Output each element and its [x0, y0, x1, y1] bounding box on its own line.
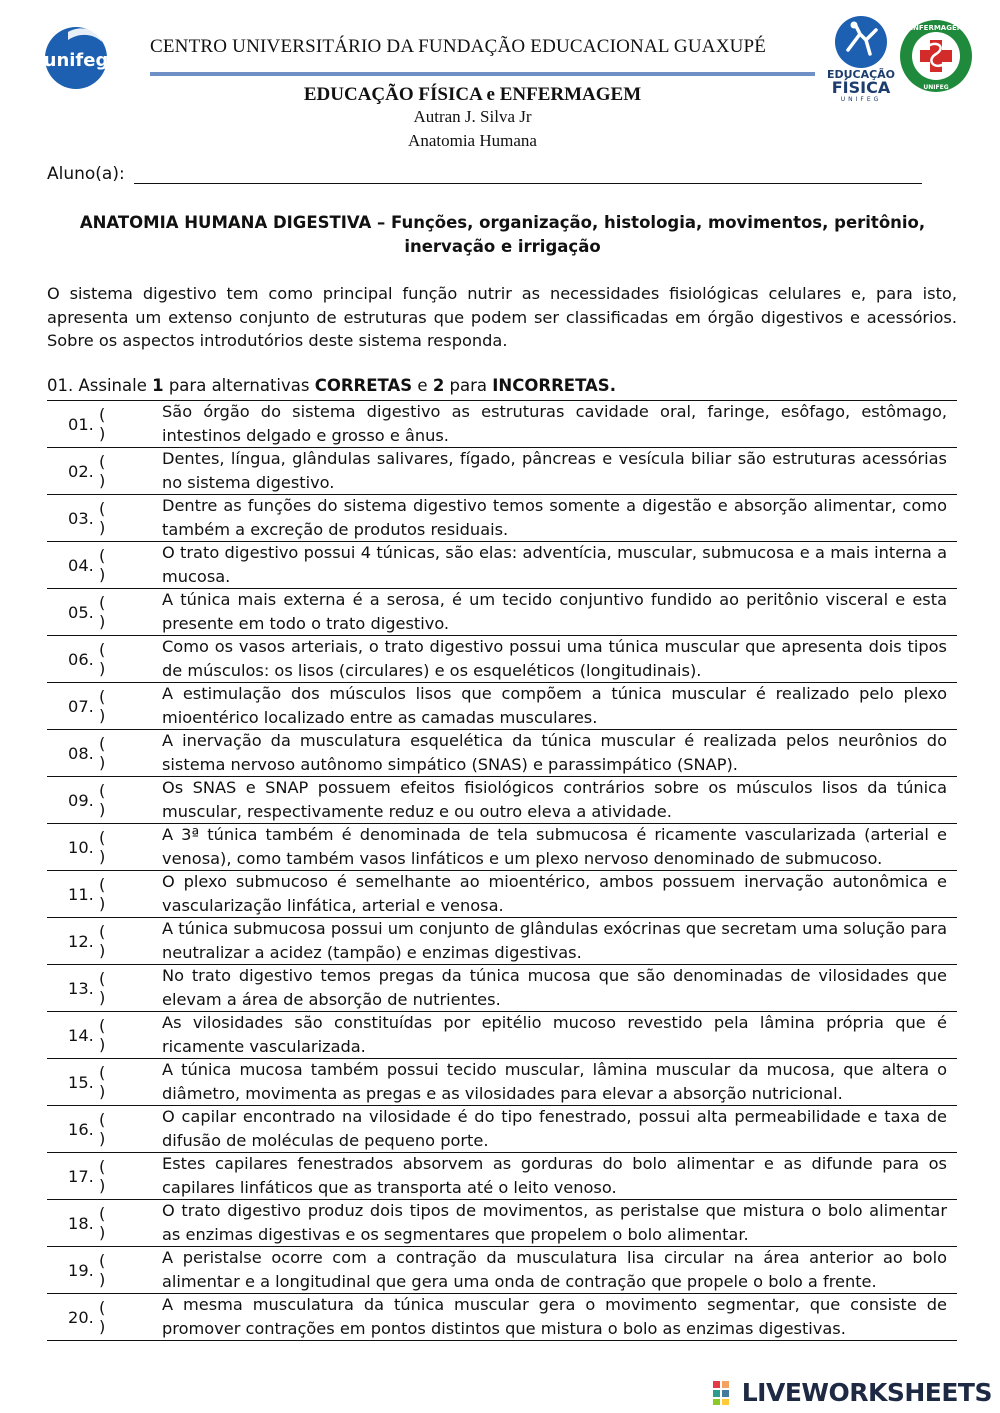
instr-mid2: e [412, 376, 433, 395]
question-row [47, 824, 957, 871]
question-number: 09. [68, 790, 94, 810]
question-text: No trato digestivo temos pregas da túnica mucosa que são denominadas de vilosidades que elevam a área de absorção de nutrientes. [162, 966, 947, 1009]
question-number-cell [47, 636, 162, 682]
question-number: 13. [68, 978, 94, 998]
student-name-line[interactable] [134, 183, 922, 184]
instr-one: 1 [152, 376, 164, 395]
question-number: 19. [68, 1260, 94, 1280]
watermark-text: LIVEWORKSHEETS [741, 1378, 992, 1407]
professor-name: Autran J. Silva Jr [413, 107, 532, 126]
paren-open: ( [98, 922, 106, 941]
paren-open: ( [98, 1110, 106, 1129]
subject-name: Anatomia Humana [408, 131, 537, 150]
question-number: 06. [68, 649, 94, 669]
question-number-cell [47, 589, 162, 635]
question-number-cell [47, 1106, 162, 1152]
question-number: 10. [68, 837, 94, 857]
question-text: A 3ª túnica também é denominada de tela submucosa é ricamente vascularizada (arterial e venosa), como também vasos linfáticos e um plexo nervoso denominado de submucoso. [162, 825, 947, 868]
question-text: A túnica mais externa é a serosa, é um tecido conjuntivo fundido ao peritônio visceral e esta presente em todo o trato digestivo. [162, 590, 947, 633]
paren-open: ( [98, 875, 106, 894]
liveworksheets-watermark [712, 1378, 992, 1407]
question-number: 03. [68, 508, 94, 528]
question-row [47, 730, 957, 777]
question-row [47, 1294, 957, 1341]
question-text: A túnica mucosa também possui tecido muscular, lâmina muscular da mucosa, que altera o diâmetro, movimenta as pregas e as vilosidades para elevar a absorção nutricional. [162, 1060, 947, 1103]
question-number-cell [47, 495, 162, 541]
question-number-cell [47, 918, 162, 964]
answer-blank[interactable] [99, 828, 135, 866]
worksheet-title: ANATOMIA HUMANA DIGESTIVA – Funções, organização, histologia, movimentos, peritônio, inervação e irrigação [79, 213, 926, 256]
paren-open: ( [98, 1063, 106, 1082]
ef-logo-line2: FÍSICA [831, 78, 891, 97]
question-row [47, 542, 957, 589]
question-number: 16. [68, 1119, 94, 1139]
paren-open: ( [98, 828, 106, 847]
question-number-cell [47, 1012, 162, 1058]
question-number-cell [47, 683, 162, 729]
question-text: São órgão do sistema digestivo as estruturas cavidade oral, faringe, esôfago, estômago, intestinos delgado e grosso e ânus. [162, 402, 947, 445]
answer-blank[interactable] [99, 734, 135, 772]
question-text: A estimulação dos músculos lisos que compõem a túnica muscular é realizado pelo plexo mioentérico localizado entre as camadas musculares. [162, 684, 947, 727]
question-row [47, 683, 957, 730]
answer-blank[interactable] [99, 593, 135, 631]
question-number: 20. [68, 1307, 94, 1327]
answer-blank[interactable] [99, 546, 135, 584]
paren-close: ) [98, 894, 106, 913]
instr-prefix: 01. Assinale [47, 376, 153, 395]
question-text: Dentre as funções do sistema digestivo temos somente a digestão e absorção alimentar, como também a excreção de produtos residuais. [162, 496, 947, 539]
question-number-cell [47, 824, 162, 870]
paren-close: ) [98, 424, 106, 443]
instr-two: 2 [432, 376, 445, 395]
question-row [47, 1059, 957, 1106]
paren-close: ) [98, 565, 106, 584]
paren-open: ( [98, 640, 106, 659]
question-table [47, 400, 957, 1341]
question-number-cell [47, 871, 162, 917]
question-text: A mesma musculatura da túnica muscular gera o movimento segmentar, que consiste de promover contrações em pontos distintos que mistura o bolo as enzimas digestivas. [162, 1295, 947, 1338]
question-text: A peristalse ocorre com a contração da musculatura lisa circular na área anterior ao bolo alimentar e a longitudinal que gera uma onda de contração que propele o bolo a frente. [162, 1248, 947, 1291]
answer-blank[interactable] [99, 499, 135, 537]
question-text: As vilosidades são constituídas por epitélio mucoso revestido pela lâmina própria que é ricamente vascularizada. [162, 1013, 947, 1056]
question-number-cell [47, 777, 162, 823]
answer-blank[interactable] [99, 1110, 135, 1148]
instr-incorrect: INCORRETAS. [492, 376, 616, 395]
paren-close: ) [98, 941, 106, 960]
question-number-cell [47, 1153, 162, 1199]
question-row [47, 871, 957, 918]
question-text: O trato digestivo possui 4 túnicas, são elas: adventícia, muscular, submucosa e a mais interna a mucosa. [162, 543, 947, 586]
question-row [47, 918, 957, 965]
course-name: EDUCAÇÃO FÍSICA e ENFERMAGEM [303, 84, 642, 105]
paren-open: ( [98, 1204, 106, 1223]
enfermagem-logo [898, 18, 974, 94]
paren-open: ( [98, 1016, 106, 1035]
question-text: Os SNAS e SNAP possuem efeitos fisiológicos contrários sobre os músculos lisos da túnica muscular, respectivamente reduz e ou outro eleva a atividade. [162, 778, 947, 821]
enf-logo-bottom: UNIFEG [923, 84, 949, 91]
question-number: 04. [68, 555, 94, 575]
paren-open: ( [98, 546, 106, 565]
paren-close: ) [98, 1035, 106, 1054]
header-divider [150, 72, 815, 76]
paren-close: ) [98, 753, 106, 772]
paren-close: ) [98, 659, 106, 678]
liveworksheets-icon [712, 1380, 738, 1406]
question-row [47, 1012, 957, 1059]
question-number: 02. [68, 461, 94, 481]
answer-blank[interactable] [99, 1063, 135, 1101]
answer-blank[interactable] [99, 875, 135, 913]
question-text: O plexo submucoso é semelhante ao mioentérico, ambos possuem inervação autonômica e vascularização linfática, arterial e venosa. [162, 872, 947, 915]
paren-close: ) [98, 471, 106, 490]
question-text: A túnica submucosa possui um conjunto de glândulas exócrinas que secretam uma solução para neutralizar a acidez (tampão) e enzimas digestivas. [162, 919, 947, 962]
paren-open: ( [98, 781, 106, 800]
question-number: 17. [68, 1166, 94, 1186]
question-row [47, 495, 957, 542]
paren-open: ( [98, 1251, 106, 1270]
answer-blank[interactable] [99, 687, 135, 725]
question-number: 18. [68, 1213, 94, 1233]
question-number: 11. [68, 884, 94, 904]
enf-logo-top: ENFERMAGEM [908, 24, 964, 32]
question-row [47, 589, 957, 636]
paren-open: ( [98, 1298, 106, 1317]
question-row [47, 448, 957, 495]
paren-open: ( [98, 405, 106, 424]
intro-paragraph: O sistema digestivo tem como principal função nutrir as necessidades fisiológicas celulares e, para isto, apresenta um extenso conjunto de estruturas que podem ser classificadas em órgão digestivos e acessórios. Sobre os aspectos introdutórios deste sistema responda. [47, 284, 957, 350]
question-number-cell [47, 965, 162, 1011]
question-number: 15. [68, 1072, 94, 1092]
question-text: A inervação da musculatura esquelética da túnica muscular é realizada pelos neurônios do sistema nervoso autônomo simpático (SNAS) e parassimpático (SNAP). [162, 731, 947, 774]
question-number-cell [47, 1200, 162, 1246]
answer-blank[interactable] [99, 1298, 135, 1336]
question-row [47, 1247, 957, 1294]
instr-mid1: para alternativas [163, 376, 315, 395]
answer-blank[interactable] [99, 1016, 135, 1054]
instr-correct: CORRETAS [314, 376, 413, 395]
instr-mid3: para [444, 376, 493, 395]
paren-open: ( [98, 734, 106, 753]
paren-close: ) [98, 1129, 106, 1148]
question-row [47, 636, 957, 683]
paren-close: ) [98, 1082, 106, 1101]
question-number: 14. [68, 1025, 94, 1045]
paren-close: ) [98, 1270, 106, 1289]
question-number: 08. [68, 743, 94, 763]
paren-close: ) [98, 518, 106, 537]
unifeg-logo [38, 22, 116, 92]
question-row [47, 1153, 957, 1200]
paren-close: ) [98, 847, 106, 866]
answer-blank[interactable] [99, 452, 135, 490]
question-number-cell [47, 542, 162, 588]
answer-blank[interactable] [99, 969, 135, 1007]
question-row [47, 401, 957, 448]
question-number: 07. [68, 696, 94, 716]
paren-close: ) [98, 1223, 106, 1242]
question-number-cell [47, 1059, 162, 1105]
question-text: Como os vasos arteriais, o trato digestivo possui uma túnica muscular que apresenta dois tipos de músculos: os lisos (circulares) e os esqueléticos (longitudinais). [162, 637, 947, 680]
question-number: 12. [68, 931, 94, 951]
answer-blank[interactable] [99, 922, 135, 960]
paren-open: ( [98, 1157, 106, 1176]
question-text: O capilar encontrado na vilosidade é do tipo fenestrado, possui alta permeabilidade e taxa de difusão de moléculas de pequeno porte. [162, 1107, 947, 1150]
answer-blank[interactable] [99, 1204, 135, 1242]
paren-close: ) [98, 1176, 106, 1195]
question-number-cell [47, 401, 162, 447]
instruction-line [47, 376, 616, 395]
ef-logo-line1: EDUCAÇÃO [826, 68, 896, 81]
question-number-cell [47, 448, 162, 494]
question-number: 05. [68, 602, 94, 622]
student-label: Aluno(a): [47, 164, 125, 184]
question-row [47, 1200, 957, 1247]
paren-close: ) [98, 988, 106, 1007]
paren-open: ( [98, 452, 106, 471]
question-text: Estes capilares fenestrados absorvem as gorduras do bolo alimentar e as difunde para os capilares linfáticos que as transporta até o leito venoso. [162, 1154, 947, 1197]
question-row [47, 965, 957, 1012]
question-number-cell [47, 1247, 162, 1293]
question-text: Dentes, língua, glândulas salivares, fígado, pâncreas e vesícula biliar são estruturas acessórias no sistema digestivo. [162, 449, 947, 492]
question-number: 01. [68, 414, 94, 434]
answer-blank[interactable] [99, 405, 135, 443]
paren-open: ( [98, 499, 106, 518]
paren-close: ) [98, 612, 106, 631]
question-number-cell [47, 730, 162, 776]
paren-close: ) [98, 800, 106, 819]
question-row [47, 1106, 957, 1153]
paren-open: ( [98, 593, 106, 612]
institution-name: CENTRO UNIVERSITÁRIO DA FUNDAÇÃO EDUCACIONAL GUAXUPÉ [150, 36, 767, 57]
answer-blank[interactable] [99, 640, 135, 678]
answer-blank[interactable] [99, 1157, 135, 1195]
question-text: O trato digestivo produz dois tipos de movimentos, as peristalse que mistura o bolo alimentar as enzimas digestivas e os segmentares que propelem o bolo alimentar. [162, 1201, 947, 1244]
answer-blank[interactable] [99, 1251, 135, 1289]
paren-open: ( [98, 687, 106, 706]
paren-close: ) [98, 706, 106, 725]
answer-blank[interactable] [99, 781, 135, 819]
paren-open: ( [98, 969, 106, 988]
paren-close: ) [98, 1317, 106, 1336]
unifeg-logo-text: unifeg [43, 50, 109, 71]
question-row [47, 777, 957, 824]
question-number-cell [47, 1294, 162, 1340]
ef-logo-line3: UNIFEG [840, 96, 882, 102]
